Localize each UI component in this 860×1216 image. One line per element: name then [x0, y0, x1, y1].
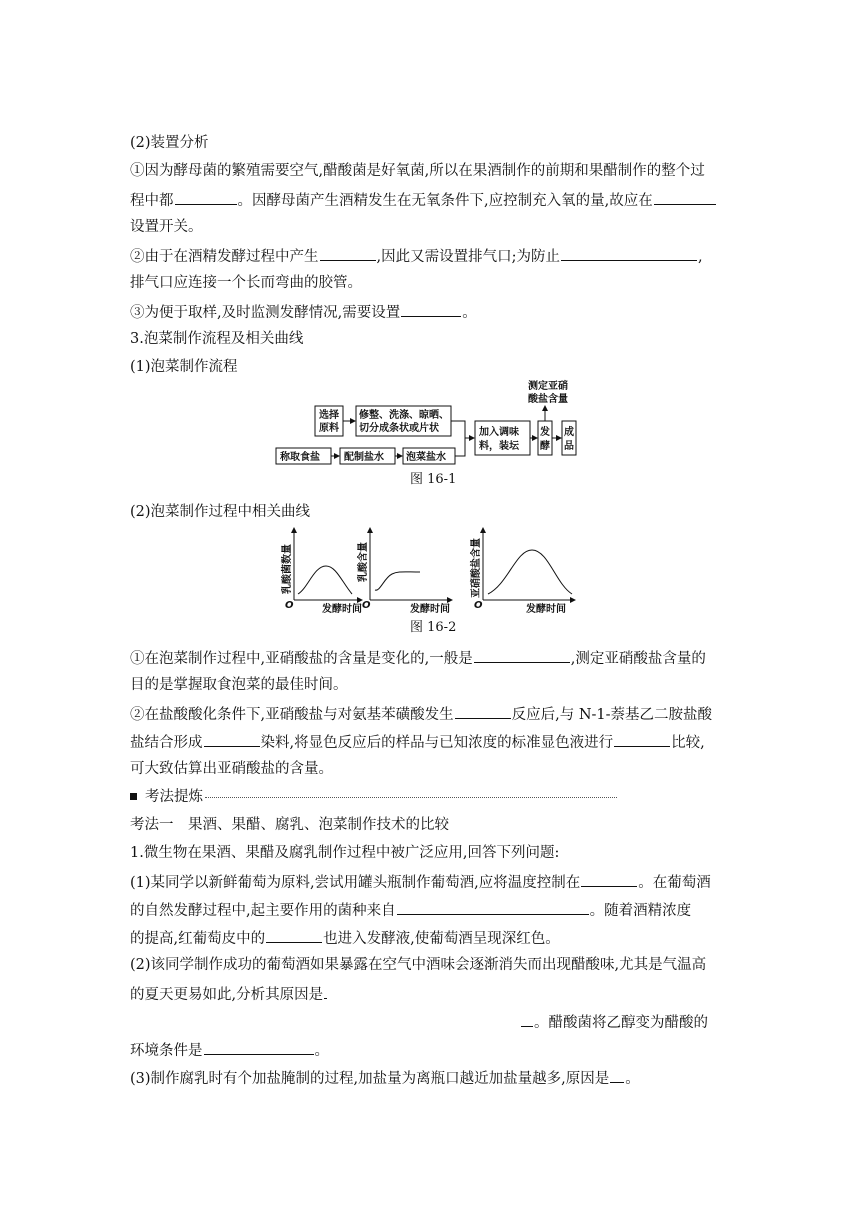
q1-part2-line-1: (2)该同学制作成功的葡萄酒如果暴露在空气中酒味会逐渐消失而出现醋酸味,尤其是气温高 [130, 957, 707, 973]
graph1-y-label: 乳酸菌数量 [282, 544, 293, 594]
flow-product-label-2: 品 [564, 441, 574, 452]
flow-pickle-water-label: 泡菜盐水 [406, 452, 446, 463]
answer-blank[interactable] [474, 647, 570, 663]
graph1-origin: O [285, 600, 294, 611]
subsection-curves-title: (2)泡菜制作过程中相关曲线 [130, 504, 311, 520]
flow-season-label-1: 加入调味 [479, 427, 519, 438]
flow-season-label-2: 料，装坛 [479, 441, 519, 452]
flow-ferment-label-1: 发 [540, 427, 550, 438]
answer-blank[interactable] [397, 899, 589, 915]
graph2-origin: O [362, 600, 371, 611]
para-1-line-2: 程中都 。因酵母菌产生酒精发生在无氧条件下,应控制充入氧的量,故应在 [130, 189, 717, 211]
answer-blank[interactable] [204, 1039, 314, 1055]
answer-blank[interactable] [324, 983, 327, 999]
nitrite-para-line-2: 目的是掌握取食泡菜的最佳时间。 [130, 677, 348, 693]
q1-part3-line-1: (3)制作腐乳时有个加盐腌制的过程,加盐量为离瓶口越近加盐量越多,原因是 。 [130, 1067, 640, 1089]
answer-blank[interactable] [401, 301, 461, 317]
square-bullet-icon [130, 793, 137, 800]
para-2-line-2: 排气口应连接一个长而弯曲的胶管。 [130, 275, 362, 291]
flow-prep-label-2: 切分成条状或片状 [359, 423, 439, 434]
para-2-line-1: ②由于在酒精发酵过程中产生 ,因此又需设置排气口;为防止 , [130, 245, 703, 267]
graph2-y-label: 乳酸含量 [358, 542, 369, 582]
flow-weigh-salt-label: 称取食盐 [280, 452, 320, 463]
lactobacillus-count-curve [298, 566, 352, 594]
q1-part2-line-4: 环境条件是 。 [130, 1039, 329, 1061]
answer-blank[interactable] [521, 1011, 533, 1027]
q1-part2-line-3: 。醋酸菌将乙醇变为醋酸的 [520, 1011, 708, 1033]
answer-blank[interactable] [614, 731, 670, 747]
nitrite-para-line-1: ①在泡菜制作过程中,亚硝酸盐的含量是变化的,一般是 ,测定亚硝酸盐含量的 [130, 647, 706, 669]
pickle-curves-diagram [280, 522, 580, 618]
answer-blank[interactable] [581, 871, 637, 887]
para-1-line-3: 设置开关。 [130, 219, 203, 235]
answer-blank[interactable] [204, 731, 260, 747]
color-reaction-line-1: ②在盐酸酸化条件下,亚硝酸盐与对氨基苯磺酸发生 反应后,与 N-1-萘基乙二胺盐酸 [130, 703, 712, 725]
answer-blank[interactable] [175, 189, 237, 205]
color-reaction-line-3: 可大致估算出亚硝酸盐的含量。 [130, 761, 333, 777]
subsection-flow-title: (1)泡菜制作流程 [130, 359, 238, 375]
graph2-x-label: 发酵时间 [410, 604, 450, 615]
kaodian-header: 考法提炼 [130, 787, 617, 807]
section-pickle-title: 3.泡菜制作流程及相关曲线 [130, 331, 304, 347]
pickle-flow-diagram [270, 378, 590, 468]
graph3-x-label: 发酵时间 [526, 604, 566, 615]
flow-measure-label-1: 测定亚硝 [528, 381, 568, 392]
q1-part2-line-2: 的夏天更易如此,分析其原因是 [130, 983, 328, 1005]
flow-select-label-1: 选择 [319, 410, 339, 421]
para-1-line-1: ①因为酵母菌的繁殖需要空气,醋酸菌是好氧菌,所以在果酒制作的前期和果醋制作的整个过 [130, 163, 705, 179]
flow-product-label-1: 成 [564, 427, 574, 438]
nitrite-curve [488, 550, 572, 594]
graph3-y-label: 亚硝酸盐含量 [471, 538, 482, 598]
method-1-title: 考法一 果酒、果醋、腐乳、泡菜制作技术的比较 [130, 817, 449, 833]
answer-blank[interactable] [561, 245, 697, 261]
flow-measure-label-2: 酸盐含量 [528, 394, 568, 405]
q1-part1-line-3: 的提高,红葡萄皮中的 也进入发酵液,使葡萄酒呈现深红色。 [130, 927, 560, 949]
flow-prep-label-1: 修整、洗涤、晾晒、 [359, 410, 449, 421]
graph1-x-label: 发酵时间 [322, 604, 362, 615]
figure-16-1-caption: 图 16-1 [410, 472, 457, 487]
section-device-analysis-title: (2)装置分析 [130, 135, 209, 151]
flow-select-label-2: 原料 [319, 423, 339, 434]
answer-blank[interactable] [320, 245, 376, 261]
figure-16-2-caption: 图 16-2 [410, 620, 457, 635]
lactic-acid-curve [375, 572, 420, 590]
answer-blank[interactable] [654, 189, 716, 205]
answer-blank[interactable] [266, 927, 322, 943]
color-reaction-line-2: 盐结合形成 染料,将显色反应后的样品与已知浓度的标准显色液进行 比较, [130, 731, 705, 753]
dotted-rule [205, 797, 617, 798]
answer-blank[interactable] [610, 1067, 624, 1083]
para-3-line-1: ③为便于取样,及时监测发酵情况,需要设置 。 [130, 301, 477, 323]
answer-blank[interactable] [455, 703, 511, 719]
flow-brine-label: 配制盐水 [344, 452, 384, 463]
question-1-stem: 1.微生物在果酒、果醋及腐乳制作过程中被广泛应用,回答下列问题: [130, 845, 560, 861]
q1-part1-line-2: 的自然发酵过程中,起主要作用的菌种来自 。随着酒精浓度 [130, 899, 691, 921]
flow-ferment-label-2: 酵 [540, 441, 550, 452]
q1-part1-line-1: (1)某同学以新鲜葡萄为原料,尝试用罐头瓶制作葡萄酒,应将温度控制在 。在葡萄酒 [130, 871, 711, 893]
graph3-origin: O [474, 600, 483, 611]
